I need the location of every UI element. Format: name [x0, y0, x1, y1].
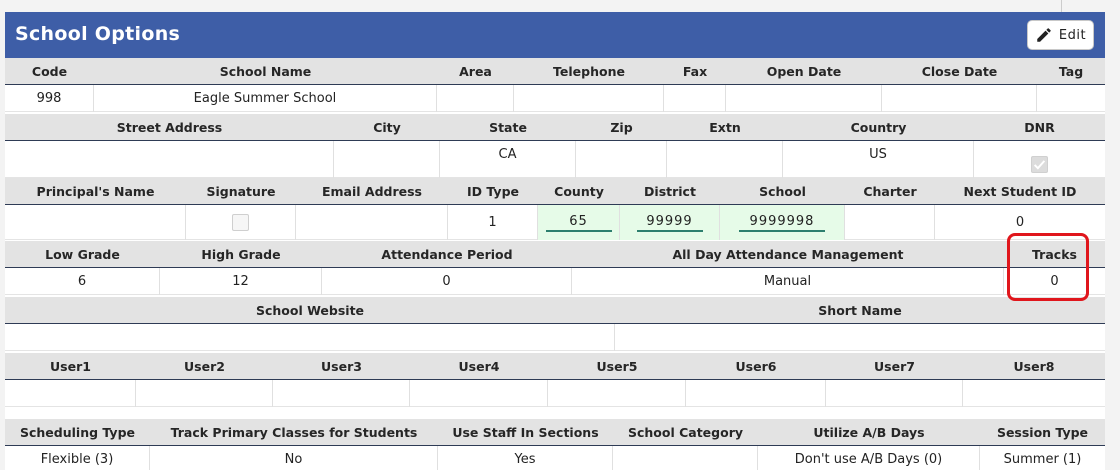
value-use-staff-in-sections: Yes — [438, 446, 613, 470]
header-charter: Charter — [863, 183, 917, 199]
value-close-date — [882, 85, 1037, 112]
school-options-panel — [5, 12, 1105, 470]
page-title: School Options — [15, 23, 181, 45]
header-user6: User6 — [735, 358, 777, 374]
header-low-grade: Low Grade — [45, 246, 120, 262]
value-row-2 — [5, 140, 1105, 178]
value-school-name: Eagle Summer School — [94, 85, 437, 112]
header-dnr: DNR — [1024, 119, 1055, 135]
header-user4: User4 — [458, 358, 500, 374]
header-session-type: Session Type — [996, 424, 1089, 440]
district-field[interactable] — [620, 205, 720, 240]
header-school-website: School Website — [255, 302, 365, 318]
value-telephone — [514, 85, 664, 112]
value-session-type: Summer (1) — [1003, 452, 1082, 467]
value-row-1 — [5, 84, 1105, 112]
header-state: State — [489, 119, 527, 135]
header-user3: User3 — [321, 358, 362, 374]
school-field[interactable] — [720, 205, 845, 240]
header-utilize-ab-days: Utilize A/B Days — [813, 424, 925, 440]
value-extn — [667, 141, 783, 178]
value-email-address — [296, 205, 448, 240]
dnr-checkbox[interactable] — [1031, 156, 1048, 173]
header-telephone: Telephone — [553, 63, 625, 79]
value-track-primary-classes: No — [150, 446, 438, 470]
header-school: School — [759, 183, 806, 199]
value-high-grade: 12 — [160, 268, 322, 295]
value-county: 65 — [546, 214, 612, 232]
header-district: District — [644, 183, 696, 199]
header-extn: Extn — [709, 119, 741, 135]
header-row-2 — [5, 114, 1105, 140]
signature-cell — [186, 205, 296, 240]
value-tracks: 0 — [1050, 274, 1059, 289]
value-attendance-period: 0 — [322, 268, 572, 295]
value-scheduling-type: Flexible (3) — [5, 446, 150, 470]
header-city: City — [373, 119, 401, 135]
header-row-6 — [5, 353, 1105, 379]
header-principals-name: Principal's Name — [36, 183, 155, 199]
value-country: US — [783, 141, 974, 178]
value-open-date — [726, 85, 882, 112]
header-id-type: ID Type — [467, 183, 519, 199]
value-zip — [576, 141, 667, 178]
header-track-primary-classes: Track Primary Classes for Students — [170, 424, 418, 440]
header-tag: Tag — [1058, 63, 1084, 79]
value-school-website — [5, 324, 615, 351]
value-next-student-id: 0 — [1015, 215, 1025, 230]
top-strip — [0, 0, 1120, 12]
header-open-date: Open Date — [766, 63, 842, 79]
header-row-5 — [5, 297, 1105, 323]
edit-button[interactable] — [1027, 20, 1094, 50]
header-row-3 — [5, 178, 1105, 204]
value-low-grade: 6 — [5, 268, 160, 295]
header-tracks: Tracks — [1032, 246, 1077, 262]
dnr-cell — [974, 141, 1105, 178]
value-user6 — [686, 380, 826, 407]
header-next-student-id: Next Student ID — [963, 183, 1077, 199]
header-code: Code — [31, 63, 68, 79]
header-school-name: School Name — [219, 63, 312, 79]
header-user2: User2 — [184, 358, 225, 374]
header-school-category: School Category — [627, 424, 744, 440]
value-user2 — [136, 380, 273, 407]
value-short-name — [615, 324, 1105, 351]
value-tag — [1037, 85, 1105, 112]
value-area — [437, 85, 514, 112]
value-school: 9999998 — [739, 214, 825, 232]
header-high-grade: High Grade — [201, 246, 281, 262]
value-state: CA — [440, 141, 576, 178]
header-street-address: Street Address — [116, 119, 223, 135]
value-row-3 — [5, 204, 1105, 240]
header-short-name: Short Name — [818, 302, 902, 318]
header-user7: User7 — [874, 358, 915, 374]
value-user8 — [963, 380, 1105, 407]
value-principals-name — [5, 205, 186, 240]
header-user5: User5 — [596, 358, 638, 374]
value-charter — [845, 205, 935, 240]
value-utilize-ab-days: Don't use A/B Days (0) — [758, 446, 980, 470]
pencil-icon — [1035, 26, 1053, 44]
header-attendance-period: Attendance Period — [381, 246, 513, 262]
value-row-4 — [5, 267, 1105, 295]
value-street-address — [5, 141, 334, 178]
checkmark-icon — [1033, 158, 1046, 171]
header-close-date: Close Date — [921, 63, 998, 79]
value-fax — [664, 85, 726, 112]
county-field[interactable] — [538, 205, 620, 240]
signature-checkbox[interactable] — [232, 214, 249, 231]
header-all-day-attendance: All Day Attendance Management — [672, 246, 904, 262]
value-row-6 — [5, 379, 1105, 407]
value-district: 99999 — [637, 214, 703, 232]
header-user1: User1 — [50, 358, 91, 374]
top-divider — [1061, 0, 1062, 12]
value-id-type: 1 — [448, 205, 538, 240]
header-row-4 — [5, 241, 1105, 267]
header-row-7 — [5, 419, 1105, 445]
value-city — [334, 141, 440, 178]
value-user7 — [826, 380, 963, 407]
header-signature: Signature — [206, 183, 276, 199]
header-fax: Fax — [682, 63, 708, 79]
value-user4 — [410, 380, 548, 407]
edit-button-label: Edit — [1058, 27, 1087, 43]
header-row-1 — [5, 58, 1105, 84]
value-school-category — [613, 446, 758, 470]
header-user8: User8 — [1013, 358, 1055, 374]
value-all-day-attendance: Manual — [572, 268, 1004, 295]
header-area: Area — [459, 63, 492, 79]
value-code: 998 — [5, 85, 94, 112]
header-zip: Zip — [610, 119, 633, 135]
header-scheduling-type: Scheduling Type — [19, 424, 136, 440]
header-use-staff-in-sections: Use Staff In Sections — [452, 424, 599, 440]
header-country: Country — [850, 119, 907, 135]
value-user3 — [273, 380, 410, 407]
title-bar — [5, 12, 1105, 58]
header-county: County — [554, 183, 604, 199]
value-row-5 — [5, 323, 1105, 351]
tracks-highlight-box — [1007, 233, 1089, 301]
value-user5 — [548, 380, 686, 407]
value-row-7 — [5, 445, 1105, 470]
header-email-address: Email Address — [321, 183, 422, 199]
value-user1 — [5, 380, 136, 407]
